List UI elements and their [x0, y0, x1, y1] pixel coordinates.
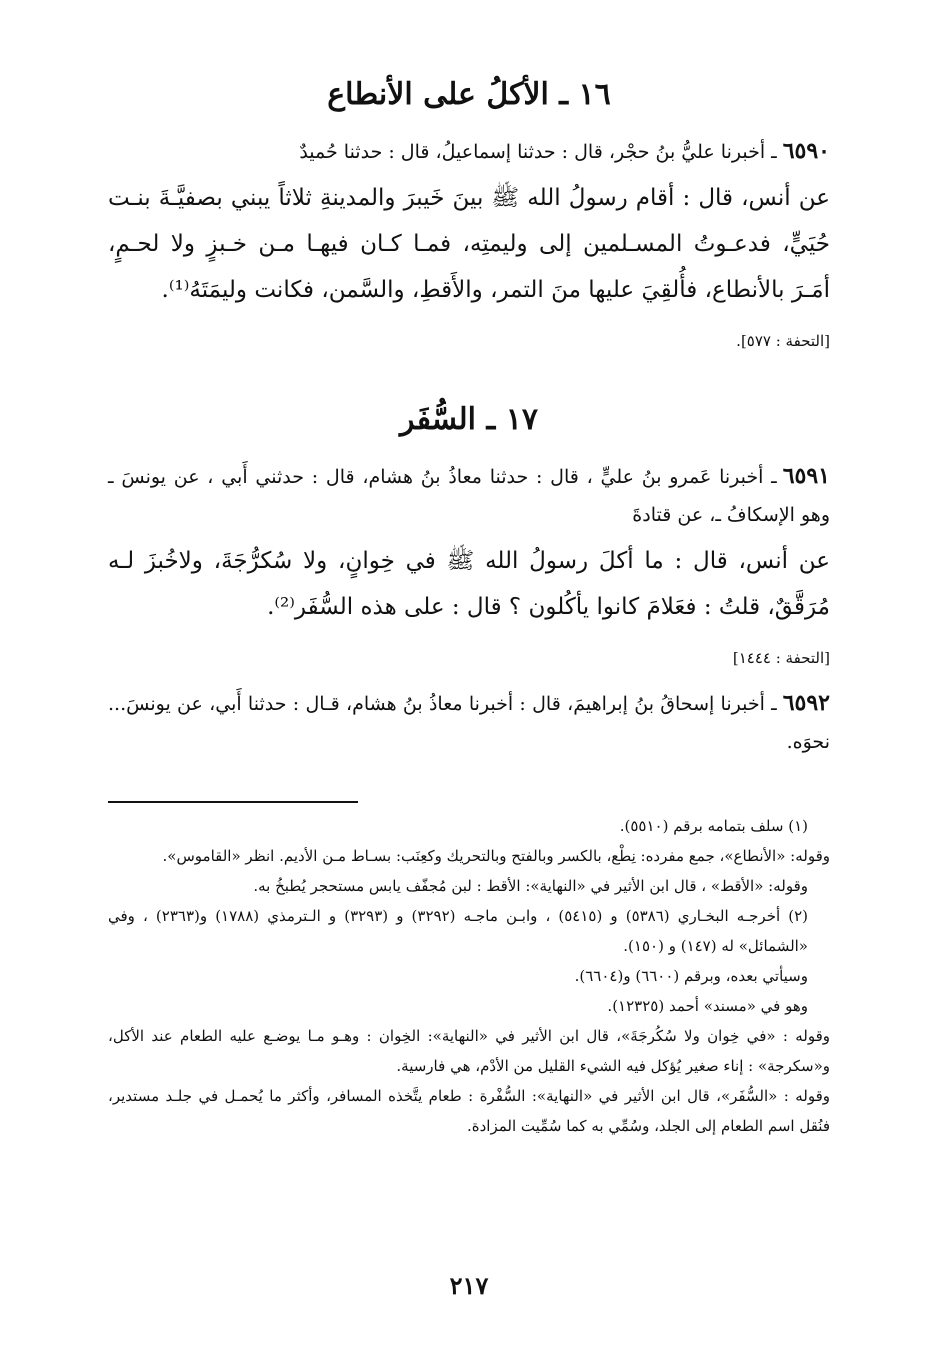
hadith-6590-text: عن أنس، قال : أقام رسولُ الله ﷺ بينَ خَيبرَ والمدينةِ ثلاثاً يبني بصفيَّـةَ بنـت حُيَيٍّ، فدعـوتُ المسـلمين إلى وليمتِه، فمـا كـان فيهـا مـن خـبزٍ ولا لحـمٍ، أمَـرَ بالأنطاع، فأُلقِيَ عليها منَ التمر، والأَقطِ، والسَّمن، فكانت وليمَتَهُ⁽¹⁾. [108, 185, 830, 303]
hadith-6592-isnad: ـ أخبرنا إسحاقُ بنُ إبراهيمَ، قال : أخبرنا معاذُ بنُ هشام، قـال : حدثنا أَبي، عن يونسَ... نحوَه. [108, 693, 830, 753]
hadith-6592-chain [108, 684, 830, 761]
hadith-6591-number: ٦٥٩١ [782, 463, 830, 489]
footnote-2: (٢) أخرجـه البخـاري (٥٣٨٦) و (٥٤١٥) ، وابـن ماجـه (٣٢٩٢) و (٣٢٩٣) و الـترمذي (١٧٨٨) و(٢٣٦٣) ، وفي «الشمائل» له (١٤٧) و (١٥٠). [108, 907, 808, 955]
book-page [108, 70, 830, 1320]
hadith-6590-isnad: ـ أخبرنا عليُّ بنُ حجْر، قال : حدثنا إسماعيلُ، قال : حدثنا حُميدٌ [299, 141, 777, 163]
chapter-17-title: ١٧ ـ السُّفَر [400, 402, 538, 437]
footnote-2-sufar: وقوله : «السُّفَر»، قال ابن الأثير في «النهاية»: السُّفْرة : طعام يتَّخذه المسافر، وأكثر ما يُحمـل في جلـد مستدير، فنُقل اسم الطعام إلى الجلد، وسُمِّي به كما سُمِّيت المزادة. [108, 1087, 830, 1135]
hadith-6591-isnad: ـ أخبرنا عَمرو بنُ عليٍّ ، قال : حدثنا معاذُ بنُ هشام، قال : حدثني أَبي ، عن يونسَ ـ وهو الإسكافُ ـ، عن قتادةَ [108, 466, 830, 526]
hadith-6591-chain [108, 457, 830, 534]
chapter-16-title: ١٦ ـ الأكلُ على الأنطاع [327, 77, 611, 112]
hadith-6591-tuhfa: [التحفة : ١٤٤٤] [732, 649, 830, 667]
footnote-1: (١) سلف بتمامه برقم (٥٥١٠). [619, 817, 808, 835]
hadith-6590-tuhfa: [التحفة : ٥٧٧]. [736, 332, 830, 350]
footnote-1-aqit: وقوله: «الأقط» ، قال ابن الأثير في «النهاية»: الأقط : لبن مُجفّف يابس مستحجر يُطبخُ به. [253, 877, 808, 895]
hadith-6590-number: ٦٥٩٠ [782, 138, 830, 164]
footnote-2-musnad: وهو في «مسند» أحمد (١٢٣٢٥). [607, 997, 808, 1015]
page-number: ٢١٧ [449, 1271, 489, 1300]
hadith-6591-text: عن أنس، قال : ما أكلَ رسولُ الله ﷺ في خِوانٍ، ولا سُكرُّجَةَ، ولاخُبزَ لـه مُرَقَّقٌ، قلتُ : فعَلامَ كانوا يأكُلون ؟ قال : على هذه السُّفَر⁽²⁾. [108, 548, 830, 620]
hadith-6590-chain [108, 132, 830, 171]
footnote-2-later: وسيأتي بعده، وبرقم (٦٦٠٠) و(٦٦٠٤). [574, 967, 808, 985]
footnote-1-nita: وقوله: «الأنطاع»، جمع مفرده: نِطْع، بالكسر وبالفتح وبالتحريك وكعِنَب: بسـاط مـن الأديم. انظر «القاموس». [162, 847, 830, 865]
footnotes [108, 811, 830, 1141]
footnote-separator [108, 801, 358, 803]
footnote-2-khiwan: وقوله : «في خِوان ولا سُكُرجَةَ»، قال ابن الأثير في «النهاية»: الخِوان : وهـو مـا يوضـع عليه الطعام عند الأكل، و«سكرجة» : إناء صغير يُؤكل فيه الشيء القليل من الأدْم، هي فارسية. [108, 1027, 830, 1075]
hadith-6592-number: ٦٥٩٢ [782, 690, 830, 716]
